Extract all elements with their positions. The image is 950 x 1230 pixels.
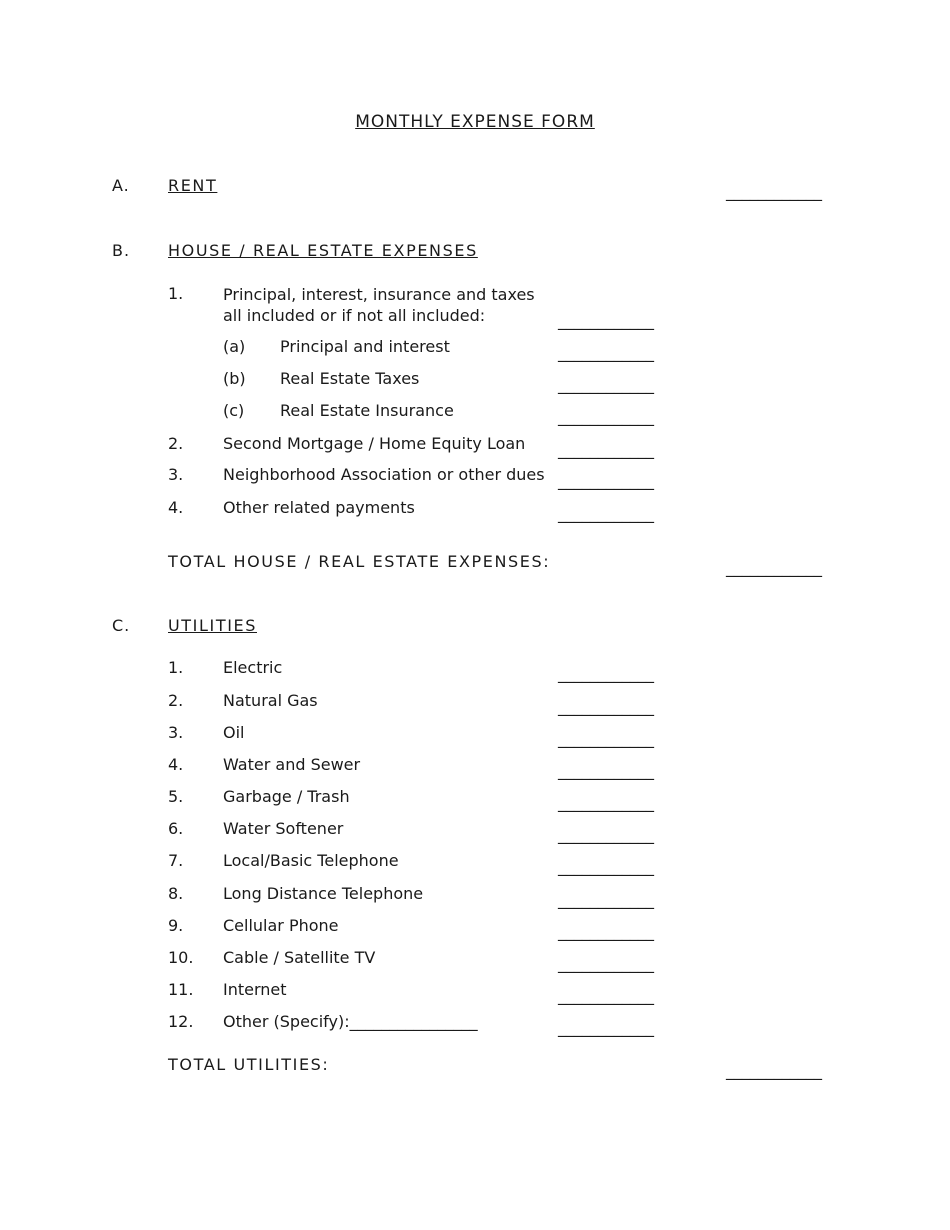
total-utilities-row: [0, 1055, 950, 1080]
item-number: 2.: [168, 434, 184, 453]
list-item: [0, 948, 950, 973]
item-number: 1.: [168, 658, 184, 677]
item-number: 10.: [168, 948, 194, 967]
sub-item-number: (b): [223, 369, 246, 388]
amount-field[interactable]: ____________: [558, 664, 654, 683]
amount-field[interactable]: ____________: [558, 1018, 654, 1037]
item-number: 3.: [168, 465, 184, 484]
item-label: Oil: [223, 723, 245, 742]
amount-field[interactable]: ____________: [558, 729, 654, 748]
list-item: [0, 723, 950, 748]
item-number: 6.: [168, 819, 184, 838]
total-utilities-field[interactable]: ____________: [726, 1061, 822, 1080]
section-b-row: [0, 241, 950, 263]
item-label: Water and Sewer: [223, 755, 361, 774]
item-number: 8.: [168, 884, 184, 903]
section-title-utilities: UTILITIES: [168, 616, 257, 635]
list-item: [0, 434, 950, 459]
form-title: MONTHLY EXPENSE FORM: [355, 112, 595, 132]
total-utilities-label: TOTAL UTILITIES:: [168, 1055, 330, 1074]
item-number: 2.: [168, 691, 184, 710]
item-label: Electric: [223, 658, 283, 677]
list-item: [0, 284, 950, 328]
amount-field[interactable]: ____________: [558, 697, 654, 716]
item-number: 4.: [168, 755, 184, 774]
item-label: Neighborhood Association or other dues: [223, 465, 545, 484]
amount-field[interactable]: ____________: [558, 504, 654, 523]
sub-item-number: (a): [223, 337, 246, 356]
total-house-row: [0, 552, 950, 577]
item-number: 1.: [168, 284, 184, 303]
amount-field[interactable]: ____________: [558, 857, 654, 876]
item-label-line2: all included or if not all included:: [223, 306, 486, 325]
item-label: Local/Basic Telephone: [223, 851, 399, 870]
amount-field[interactable]: ____________: [558, 825, 654, 844]
amount-field[interactable]: ____________: [558, 311, 654, 330]
amount-field[interactable]: ____________: [558, 954, 654, 973]
item-number: 5.: [168, 787, 184, 806]
list-item: [0, 401, 950, 426]
list-item: [0, 980, 950, 1005]
amount-field[interactable]: ____________: [558, 440, 654, 459]
list-item: [0, 465, 950, 490]
list-item: [0, 884, 950, 909]
amount-field[interactable]: ____________: [558, 761, 654, 780]
sub-item-label: Real Estate Insurance: [280, 401, 454, 420]
section-letter: B.: [112, 241, 131, 260]
item-number: 11.: [168, 980, 194, 999]
item-label: Water Softener: [223, 819, 344, 838]
item-number: 7.: [168, 851, 184, 870]
sub-item-label: Real Estate Taxes: [280, 369, 420, 388]
item-number: 3.: [168, 723, 184, 742]
amount-field[interactable]: ____________: [558, 343, 654, 362]
rent-amount-field[interactable]: ____________: [726, 182, 822, 201]
section-title-house: HOUSE / REAL ESTATE EXPENSES: [168, 241, 478, 260]
item-number: 12.: [168, 1012, 194, 1031]
section-c-row: [0, 616, 950, 638]
section-title-rent: RENT: [168, 176, 218, 195]
item-label: Other related payments: [223, 498, 415, 517]
item-label-specify[interactable]: Other (Specify):________________: [223, 1012, 478, 1031]
list-item: [0, 851, 950, 876]
list-item: [0, 819, 950, 844]
item-label: Garbage / Trash: [223, 787, 350, 806]
list-item: [0, 691, 950, 716]
item-label: Second Mortgage / Home Equity Loan: [223, 434, 526, 453]
item-label: Cellular Phone: [223, 916, 339, 935]
item-label-line1: Principal, interest, insurance and taxes: [223, 285, 535, 304]
amount-field[interactable]: ____________: [558, 375, 654, 394]
amount-field[interactable]: ____________: [558, 890, 654, 909]
sub-item-number: (c): [223, 401, 245, 420]
list-item: [0, 658, 950, 683]
item-label: Internet: [223, 980, 287, 999]
item-label: Cable / Satellite TV: [223, 948, 376, 967]
amount-field[interactable]: ____________: [558, 471, 654, 490]
list-item: [0, 1012, 950, 1037]
list-item: [0, 916, 950, 941]
list-item: [0, 337, 950, 362]
amount-field[interactable]: ____________: [558, 793, 654, 812]
item-number: 4.: [168, 498, 184, 517]
list-item: [0, 498, 950, 523]
section-letter: C.: [112, 616, 131, 635]
section-a-row: [0, 176, 950, 201]
list-item: [0, 755, 950, 780]
section-letter: A.: [112, 176, 130, 195]
list-item: [0, 369, 950, 394]
total-house-field[interactable]: ____________: [726, 558, 822, 577]
amount-field[interactable]: ____________: [558, 407, 654, 426]
item-number: 9.: [168, 916, 184, 935]
amount-field[interactable]: ____________: [558, 986, 654, 1005]
amount-field[interactable]: ____________: [558, 922, 654, 941]
item-label: Natural Gas: [223, 691, 318, 710]
list-item: [0, 787, 950, 812]
sub-item-label: Principal and interest: [280, 337, 450, 356]
total-house-label: TOTAL HOUSE / REAL ESTATE EXPENSES:: [168, 552, 551, 571]
item-label: Long Distance Telephone: [223, 884, 424, 903]
